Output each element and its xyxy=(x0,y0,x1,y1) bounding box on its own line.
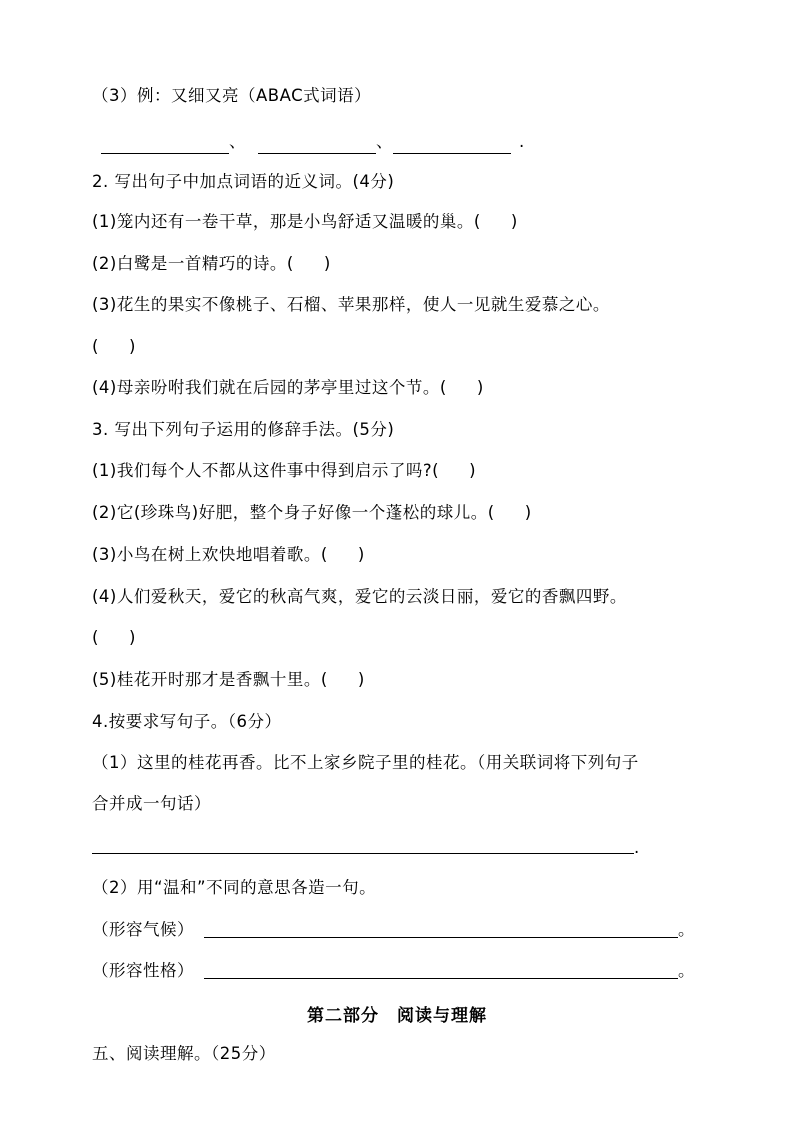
question-3-item-1 xyxy=(92,459,476,483)
question-1-3-label: （3）例：又细又亮（ABAC式词语） xyxy=(92,86,372,105)
close-paren: ) xyxy=(128,337,136,356)
character-label: （形容性格） xyxy=(92,961,194,980)
open-paren: ( xyxy=(92,337,99,356)
close-paren: ) xyxy=(476,378,484,397)
question-2-item-4 xyxy=(92,376,484,400)
question-2-title: 2. 写出句子中加点词语的近义词。(4分) xyxy=(92,172,395,191)
close-paren: ) xyxy=(323,254,331,273)
open-paren: ( xyxy=(92,628,99,647)
question-2-item-2 xyxy=(92,252,331,276)
part-2-title: 第二部分 阅读与理解 xyxy=(307,1006,487,1026)
answer-blank-2[interactable] xyxy=(258,135,376,154)
question-1-3-answer-row xyxy=(101,130,525,154)
question-4-sub1-line1: （1）这里的桂花再香。比不上家乡院子里的桂花。（用关联词将下列句子 xyxy=(92,753,639,772)
close-paren: ) xyxy=(524,503,532,522)
close-paren: ) xyxy=(469,461,477,480)
period: 。 xyxy=(678,920,695,939)
question-3-item-4-answer xyxy=(92,626,136,650)
question-2-item-1 xyxy=(92,210,518,234)
answer-blank-1[interactable] xyxy=(101,135,229,154)
period: 。 xyxy=(678,961,695,980)
question-2-item-3-answer xyxy=(92,335,136,359)
item-text: (2)它(珍珠鸟)好肥，整个身子好像一个蓬松的球儿。( xyxy=(92,503,495,522)
question-4-sub2: （2）用“温和”不同的意思各造一句。 xyxy=(92,878,377,897)
end-mark: . xyxy=(634,838,640,857)
answer-line-sub1[interactable] xyxy=(92,852,634,854)
question-3-title: 3. 写出下列句子运用的修辞手法。(5分) xyxy=(92,420,395,439)
close-paren: ) xyxy=(357,545,365,564)
close-paren: ) xyxy=(357,670,365,689)
separator: 、 xyxy=(229,132,246,151)
question-3-item-4: (4)人们爱秋天，爱它的秋高气爽，爱它的云淡日丽，爱它的香飘四野。 xyxy=(92,587,627,606)
question-5-title: 五、阅读理解。（25分） xyxy=(92,1044,276,1063)
item-text: (5)桂花开时那才是香飘十里。( xyxy=(92,670,328,689)
item-text: (2)白鹭是一首精巧的诗。( xyxy=(92,254,294,273)
answer-blank-3[interactable] xyxy=(393,135,511,154)
question-4-sub1-line2: 合并成一句话） xyxy=(92,794,211,813)
close-paren: ) xyxy=(510,212,518,231)
answer-line-character[interactable] xyxy=(204,977,678,979)
item-text: (1)我们每个人不都从这件事中得到启示了吗?( xyxy=(92,461,440,480)
question-2-item-3: (3)花生的果实不像桃子、石榴、苹果那样，使人一见就生爱慕之心。 xyxy=(92,295,610,314)
question-3-item-5 xyxy=(92,668,365,692)
separator: 、 xyxy=(376,132,393,151)
item-text: (3)小鸟在树上欢快地唱着歌。( xyxy=(92,545,328,564)
answer-line-climate[interactable] xyxy=(204,936,678,938)
question-3-item-3 xyxy=(92,543,365,567)
close-paren: ) xyxy=(128,628,136,647)
climate-label: （形容气候） xyxy=(92,920,194,939)
item-text: (1)笼内还有一卷干草，那是小鸟舒适又温暖的巢。( xyxy=(92,212,481,231)
item-text: (4)母亲吩咐我们就在后园的茅亭里过这个节。( xyxy=(92,378,447,397)
question-4-title: 4.按要求写句子。（6分） xyxy=(92,712,282,731)
question-3-item-2 xyxy=(92,501,532,525)
end-mark: . xyxy=(519,132,525,151)
